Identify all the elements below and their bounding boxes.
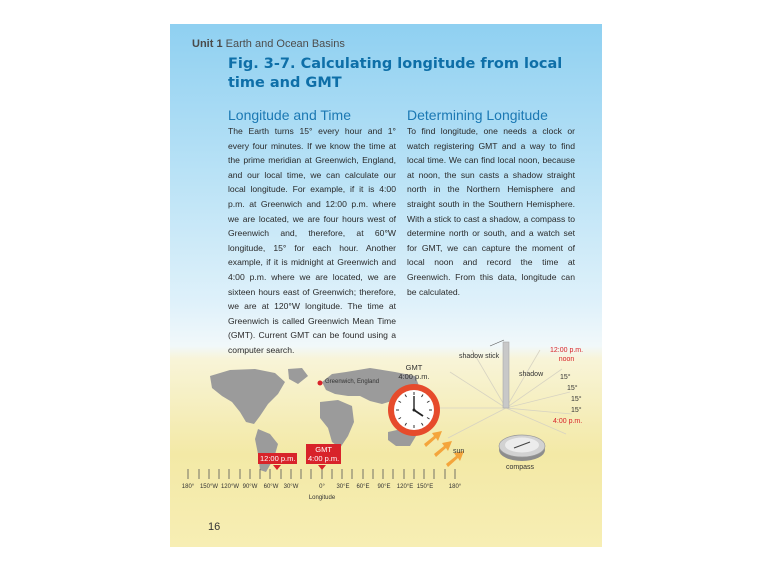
axis-tick-label: 180° [181,484,195,490]
arrow-icon [434,441,452,457]
degree-label: 15° [571,396,582,403]
compass-label: compass [506,464,535,471]
unit-subtitle: Earth and Ocean Basins [225,38,345,50]
noon-label-line1: 12:00 p.m. [550,347,584,354]
axis-tick-label: 90°W [242,484,258,490]
shadow-stick-label: shadow stick [459,353,500,360]
degree-label: 15° [567,385,578,392]
gmt-clock-label [396,363,432,381]
axis-tick-label: 180° [448,484,462,490]
axis-tick-label: 0° [319,484,325,490]
sun-label: sun [453,448,465,455]
col2-heading: Determining Longitude [407,107,548,123]
degree-label: 15° [571,407,582,414]
shadow-stick [503,342,509,408]
gmt-flag-line2: 4:00 p.m. [308,454,340,463]
shadow-stick-leader [490,340,504,346]
textbook-page [170,24,602,547]
axis-tick-label: 120°W [220,484,240,490]
longitude-axis-ticks [188,469,455,479]
axis-tick-label: 30°W [283,484,299,490]
col1-heading: Longitude and Time [228,107,351,123]
gmt-flag-pointer [318,465,326,470]
axis-tick-label: 150°E [416,484,434,490]
figure-title: Fig. 3-7. Calculating longitude from local time and GMT [228,56,563,91]
gmt-flag-line1: GMT [315,445,332,454]
noon-label [550,347,583,364]
local-time-flag: 12:00 p.m. [260,454,296,463]
greenwich-label: Greenwich, England [325,379,380,385]
compass-icon [499,435,545,461]
map-africa [320,400,354,448]
axis-tick-label: 60°E [356,484,370,490]
gmt-clock-label-line1: GMT [405,363,423,372]
map-greenland [288,368,308,384]
axis-tick-label: 30°E [336,484,350,490]
axis-tick-label: 120°E [396,484,414,490]
end-time-label: 4:00 p.m. [553,418,583,425]
gmt-time-flag [306,444,341,464]
greenwich-dot [318,381,323,386]
gmt-clock-label-line2: 4:00 p.m. [398,372,430,381]
degree-label: 15° [560,374,571,381]
col1-text: The Earth turns 15° every hour and 1° every four minutes. If we know the time at the prime meridian at Greenwich, England, and our local time, we can calculate our local longitude. For example, if it is 4:00 p.m. at Greenwich and 12:00 p.m. where we are located, we are four hours west of Greenwich and, therefore, at 60°W longitude, 15° for each hour. Another example, if it is midnight at Greenwich and 4:00 p.m. where we are located, we are sixteen hours east of Greenwich; therefore, we are at 120°W longitude. The time at Greenwich is called Greenwich Mean Time (GMT). Current GMT can be found using a computer search. [228,126,396,355]
shadow-label: shadow [519,371,544,378]
map-north-america [210,369,285,424]
gmt-clock [388,384,440,436]
local-flag-pointer [273,465,281,470]
unit-label: Unit 1 [192,38,223,50]
noon-label-line2: noon [558,355,575,363]
arrow-icon [424,431,442,447]
col2-text: To find longitude, one needs a clock or watch registering GMT and a way to find local time. We can find local noon, because at noon, the sun casts a shadow straight north in the Northern Hemisphere and straight south in the Southern Hemisphere. With a stick to cast a shadow, a compass to determine north or south, and a watch set for GMT, we can capture the moment of local noon and record the time at Greenwich. From this data, longitude can be calculated. [407,126,575,297]
axis-tick-label: 60°W [263,484,279,490]
axis-title: Longitude [308,495,336,501]
axis-tick-label: 150°W [199,484,219,490]
page-number: 16 [208,521,221,533]
axis-tick-label: 90°E [377,484,391,490]
unit-header [192,38,345,50]
